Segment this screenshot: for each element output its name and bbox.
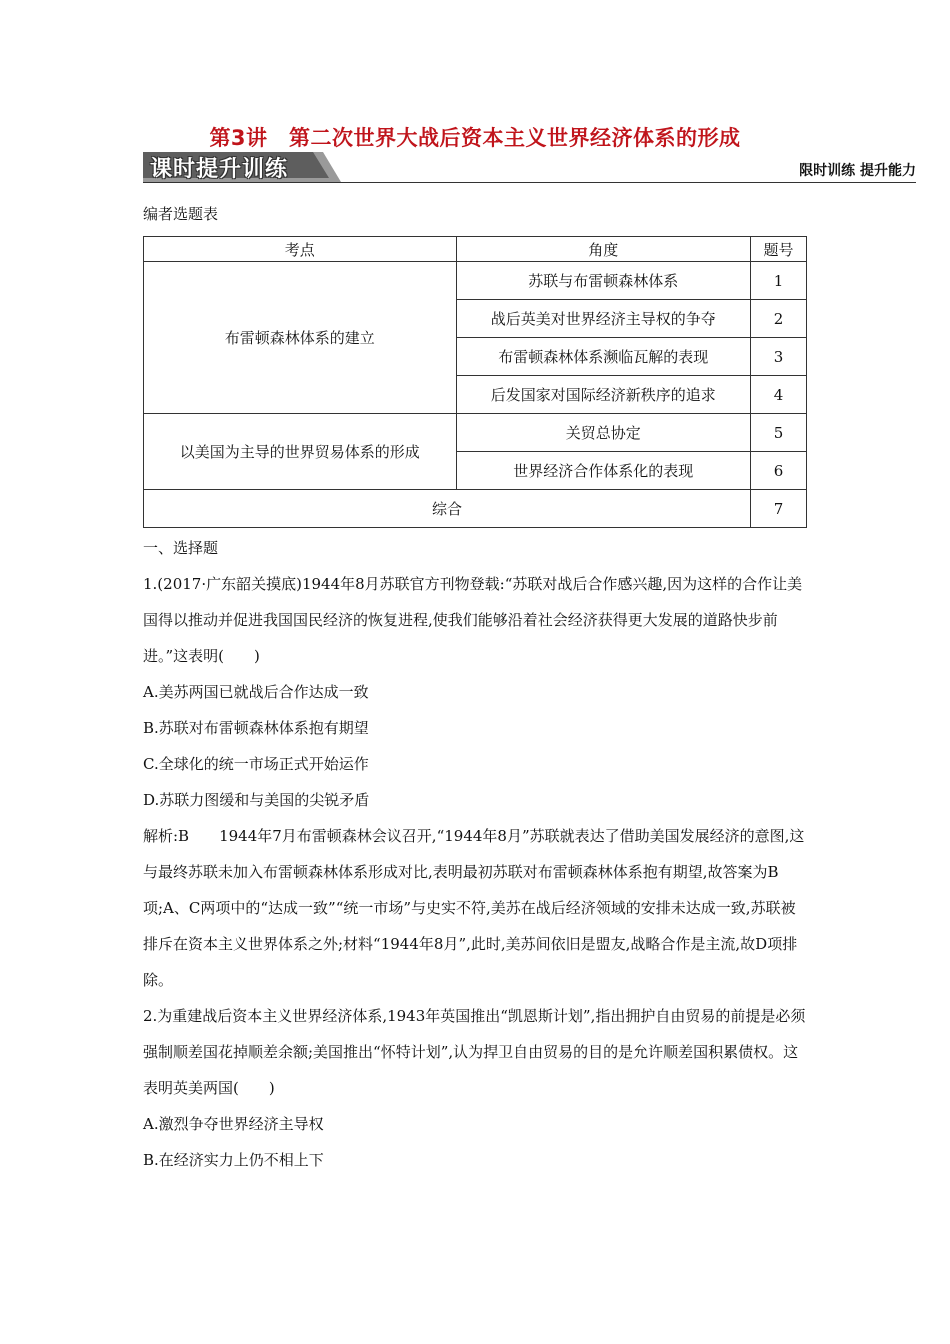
question-2-stem: 2.为重建战后资本主义世界经济体系,1943年英国推出“凯恩斯计划”,指出拥护自由贸易的前提是必须强制顺差国花掉顺差余额;美国推出“怀特计划”,认为捍卫自由贸易的目的是允许顺差国积累债权。这表明英美两国( ) xyxy=(143,1007,806,1097)
angle-cell: 布雷顿森林体系濒临瓦解的表现 xyxy=(456,338,751,376)
question-1-option-c: C.全球化的统一市场正式开始运作 xyxy=(143,755,369,773)
question-body xyxy=(143,530,807,1178)
topic-cell: 布雷顿森林体系的建立 xyxy=(144,262,457,414)
header-right-tag: 限时训练 提升能力 xyxy=(799,163,916,179)
header-topic: 考点 xyxy=(144,237,457,262)
table-row xyxy=(144,490,807,528)
table-row xyxy=(144,414,807,452)
number-cell: 7 xyxy=(751,490,807,528)
question-1-analysis: 解析:B 1944年7月布雷顿森林会议召开,“1944年8月”苏联就表达了借助美国发展经济的意图,这与最终苏联未加入布雷顿森林体系形成对比,表明最初苏联对布雷顿森林体系抱有期望,故答案为B项;A、C两项中的“达成一致”“统一市场”与史实不符,美苏在战后经济领域的安排未达成一致,苏联被排斥在资本主义世界体系之外;材料“1944年8月”,此时,美苏间依旧是盟友,战略合作是主流,故D项排除。 xyxy=(143,827,805,989)
number-cell: 1 xyxy=(751,262,807,300)
angle-cell: 世界经济合作体系化的表现 xyxy=(456,452,751,490)
angle-cell: 关贸总协定 xyxy=(456,414,751,452)
angle-cell: 战后英美对世界经济主导权的争夺 xyxy=(456,300,751,338)
topic-selection-table xyxy=(143,236,807,528)
banner-label: 课时提升训练 xyxy=(150,157,289,182)
table-row xyxy=(144,262,807,300)
header-number: 题号 xyxy=(751,237,807,262)
header-rule xyxy=(143,182,916,183)
page-title: 第3讲 第二次世界大战后资本主义世界经济体系的形成 xyxy=(209,126,741,150)
question-1-option-b: B.苏联对布雷顿森林体系抱有期望 xyxy=(143,719,369,737)
number-cell: 5 xyxy=(751,414,807,452)
question-1-option-a: A.美苏两国已就战后合作达成一致 xyxy=(143,683,369,701)
question-1-stem: 1.(2017·广东韶关摸底)1944年8月苏联官方刊物登载:“苏联对战后合作感兴趣,因为这样的合作让美国得以推动并促进我国国民经济的恢复进程,使我们能够沿着社会经济获得更大发展的道路快步前进。”这表明( ) xyxy=(143,575,803,665)
question-2-option-b: B.在经济实力上仍不相上下 xyxy=(143,1151,324,1169)
table-header-row xyxy=(144,237,807,262)
summary-cell: 综合 xyxy=(144,490,751,528)
number-cell: 6 xyxy=(751,452,807,490)
header-angle: 角度 xyxy=(456,237,751,262)
angle-cell: 后发国家对国际经济新秩序的追求 xyxy=(456,376,751,414)
question-2-option-a: A.激烈争夺世界经济主导权 xyxy=(143,1115,324,1133)
number-cell: 3 xyxy=(751,338,807,376)
angle-cell: 苏联与布雷顿森林体系 xyxy=(456,262,751,300)
table-caption: 编者选题表 xyxy=(143,205,219,223)
section-heading: 一、选择题 xyxy=(143,539,219,557)
number-cell: 2 xyxy=(751,300,807,338)
topic-cell: 以美国为主导的世界贸易体系的形成 xyxy=(144,414,457,490)
number-cell: 4 xyxy=(751,376,807,414)
question-1-option-d: D.苏联力图缓和与美国的尖锐矛盾 xyxy=(143,791,370,809)
